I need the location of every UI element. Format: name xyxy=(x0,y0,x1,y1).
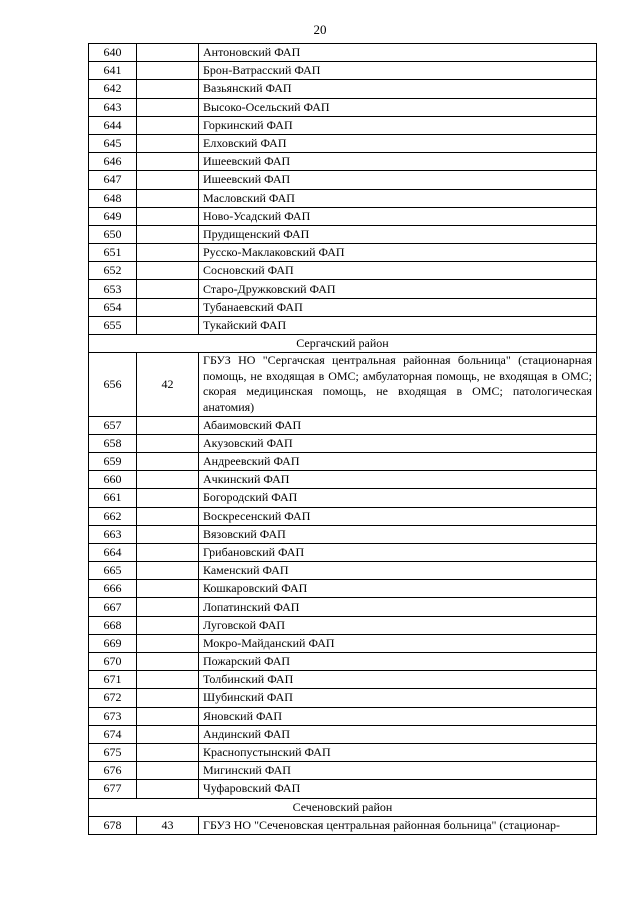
institution-code xyxy=(137,62,199,80)
table-row xyxy=(89,562,597,580)
row-number: 670 xyxy=(89,653,137,671)
facility-name: Мокро-Майданский ФАП xyxy=(199,634,597,652)
facility-name: Старо-Дружковский ФАП xyxy=(199,280,597,298)
institution-code xyxy=(137,689,199,707)
row-number: 665 xyxy=(89,562,137,580)
row-number: 662 xyxy=(89,507,137,525)
facility-name: Масловский ФАП xyxy=(199,189,597,207)
institution-code xyxy=(137,280,199,298)
row-number: 649 xyxy=(89,207,137,225)
page-number: 20 xyxy=(313,22,327,37)
facility-name: Ново-Усадский ФАП xyxy=(199,207,597,225)
table-row xyxy=(89,689,597,707)
facility-name: Ишеевский ФАП xyxy=(199,153,597,171)
institution-code xyxy=(137,171,199,189)
facility-name: Мигинский ФАП xyxy=(199,762,597,780)
facility-name: Высоко-Осельский ФАП xyxy=(199,98,597,116)
facility-name: Каменский ФАП xyxy=(199,562,597,580)
row-number: 659 xyxy=(89,452,137,470)
table-row xyxy=(89,743,597,761)
table-row xyxy=(89,44,597,62)
institution-code xyxy=(137,189,199,207)
institution-code xyxy=(137,634,199,652)
table-row xyxy=(89,762,597,780)
facility-name: Вазьянский ФАП xyxy=(199,80,597,98)
row-number: 661 xyxy=(89,489,137,507)
facilities-table xyxy=(88,43,597,835)
row-number: 658 xyxy=(89,434,137,452)
row-number: 660 xyxy=(89,471,137,489)
table-row xyxy=(89,225,597,243)
table-row xyxy=(89,653,597,671)
facility-name: Воскресенский ФАП xyxy=(199,507,597,525)
institution-code xyxy=(137,671,199,689)
facility-name: Шубинский ФАП xyxy=(199,689,597,707)
institution-code xyxy=(137,452,199,470)
institution-code xyxy=(137,471,199,489)
district-title: Сергачский район xyxy=(89,335,597,353)
district-header-row xyxy=(89,335,597,353)
table-row xyxy=(89,452,597,470)
table-row xyxy=(89,116,597,134)
institution-code xyxy=(137,562,199,580)
table-row xyxy=(89,316,597,334)
facility-name: Кошкаровский ФАП xyxy=(199,580,597,598)
facility-name: Горкинский ФАП xyxy=(199,116,597,134)
row-number: 668 xyxy=(89,616,137,634)
table-row xyxy=(89,353,597,416)
row-number: 667 xyxy=(89,598,137,616)
table-row xyxy=(89,671,597,689)
facility-name: Пожарский ФАП xyxy=(199,653,597,671)
row-number: 654 xyxy=(89,298,137,316)
table-row xyxy=(89,707,597,725)
row-number: 678 xyxy=(89,816,137,834)
institution-code xyxy=(137,116,199,134)
row-number: 652 xyxy=(89,262,137,280)
institution-code xyxy=(137,725,199,743)
district-header-row xyxy=(89,798,597,816)
row-number: 672 xyxy=(89,689,137,707)
table-row xyxy=(89,525,597,543)
facility-name: Тубанаевский ФАП xyxy=(199,298,597,316)
institution-code xyxy=(137,762,199,780)
row-number: 677 xyxy=(89,780,137,798)
table-row xyxy=(89,725,597,743)
institution-code xyxy=(137,44,199,62)
institution-code xyxy=(137,598,199,616)
institution-code xyxy=(137,225,199,243)
institution-code xyxy=(137,616,199,634)
row-number: 674 xyxy=(89,725,137,743)
institution-code: 42 xyxy=(137,353,199,416)
table-row xyxy=(89,298,597,316)
facility-name: Ачкинский ФАП xyxy=(199,471,597,489)
table-row xyxy=(89,507,597,525)
row-number: 645 xyxy=(89,134,137,152)
facility-name: Ишеевский ФАП xyxy=(199,171,597,189)
facility-name: Лопатинский ФАП xyxy=(199,598,597,616)
row-number: 640 xyxy=(89,44,137,62)
table-row xyxy=(89,80,597,98)
facility-name: Яновский ФАП xyxy=(199,707,597,725)
row-number: 642 xyxy=(89,80,137,98)
institution-code xyxy=(137,207,199,225)
institution-code xyxy=(137,98,199,116)
institution-code xyxy=(137,134,199,152)
institution-code xyxy=(137,298,199,316)
institution-code xyxy=(137,507,199,525)
institution-code xyxy=(137,262,199,280)
facility-name: Тукайский ФАП xyxy=(199,316,597,334)
facility-name: Луговской ФАП xyxy=(199,616,597,634)
row-number: 666 xyxy=(89,580,137,598)
facility-name: Андреевский ФАП xyxy=(199,452,597,470)
facility-name: Вязовский ФАП xyxy=(199,525,597,543)
table-row xyxy=(89,471,597,489)
table-row xyxy=(89,244,597,262)
facility-name: Абаимовский ФАП xyxy=(199,416,597,434)
table-row xyxy=(89,598,597,616)
table-row xyxy=(89,189,597,207)
row-number: 651 xyxy=(89,244,137,262)
table-row xyxy=(89,134,597,152)
row-number: 657 xyxy=(89,416,137,434)
row-number: 641 xyxy=(89,62,137,80)
institution-code xyxy=(137,434,199,452)
table-row xyxy=(89,207,597,225)
row-number: 646 xyxy=(89,153,137,171)
facility-name: Русско-Маклаковский ФАП xyxy=(199,244,597,262)
table-row xyxy=(89,98,597,116)
facility-name: Чуфаровский ФАП xyxy=(199,780,597,798)
table-row xyxy=(89,780,597,798)
institution-code: 43 xyxy=(137,816,199,834)
row-number: 644 xyxy=(89,116,137,134)
facility-name: ГБУЗ НО "Сергачская центральная районная больница" (стационарная помощь, не входящая в ОМС; амбулаторная помощь, не входящая в ОМС; скорая медицинская помощь, не входящая в ОМС; патологическая анатомия) xyxy=(199,353,597,416)
table-row xyxy=(89,153,597,171)
institution-code xyxy=(137,489,199,507)
institution-code xyxy=(137,525,199,543)
facility-name: Акузовский ФАП xyxy=(199,434,597,452)
table-row xyxy=(89,434,597,452)
table-row xyxy=(89,543,597,561)
facility-name: Сосновский ФАП xyxy=(199,262,597,280)
table-row xyxy=(89,280,597,298)
row-number: 655 xyxy=(89,316,137,334)
facility-name: Толбинский ФАП xyxy=(199,671,597,689)
institution-code xyxy=(137,743,199,761)
row-number: 648 xyxy=(89,189,137,207)
institution-code xyxy=(137,580,199,598)
table-row xyxy=(89,489,597,507)
row-number: 669 xyxy=(89,634,137,652)
table-row xyxy=(89,262,597,280)
facility-name: Елховский ФАП xyxy=(199,134,597,152)
institution-code xyxy=(137,707,199,725)
institution-code xyxy=(137,543,199,561)
facility-name: Прудищенский ФАП xyxy=(199,225,597,243)
table-row xyxy=(89,634,597,652)
institution-code xyxy=(137,653,199,671)
institution-code xyxy=(137,80,199,98)
row-number: 664 xyxy=(89,543,137,561)
table-row xyxy=(89,62,597,80)
row-number: 675 xyxy=(89,743,137,761)
institution-code xyxy=(137,780,199,798)
institution-code xyxy=(137,416,199,434)
table-row xyxy=(89,416,597,434)
table-row xyxy=(89,816,597,834)
row-number: 673 xyxy=(89,707,137,725)
row-number: 643 xyxy=(89,98,137,116)
table-body xyxy=(89,44,597,835)
facility-name: ГБУЗ НО "Сеченовская центральная районная больница" (стационар- xyxy=(199,816,597,834)
institution-code xyxy=(137,316,199,334)
facility-name: Брон-Ватрасский ФАП xyxy=(199,62,597,80)
table-row xyxy=(89,171,597,189)
row-number: 653 xyxy=(89,280,137,298)
table-row xyxy=(89,616,597,634)
facility-name: Антоновский ФАП xyxy=(199,44,597,62)
row-number: 676 xyxy=(89,762,137,780)
institution-code xyxy=(137,244,199,262)
facility-name: Богородский ФАП xyxy=(199,489,597,507)
facility-name: Краснопустынский ФАП xyxy=(199,743,597,761)
facility-name: Андинский ФАП xyxy=(199,725,597,743)
facility-name: Грибановский ФАП xyxy=(199,543,597,561)
row-number: 663 xyxy=(89,525,137,543)
row-number: 650 xyxy=(89,225,137,243)
row-number: 656 xyxy=(89,353,137,416)
row-number: 647 xyxy=(89,171,137,189)
table-row xyxy=(89,580,597,598)
district-title: Сеченовский район xyxy=(89,798,597,816)
institution-code xyxy=(137,153,199,171)
row-number: 671 xyxy=(89,671,137,689)
